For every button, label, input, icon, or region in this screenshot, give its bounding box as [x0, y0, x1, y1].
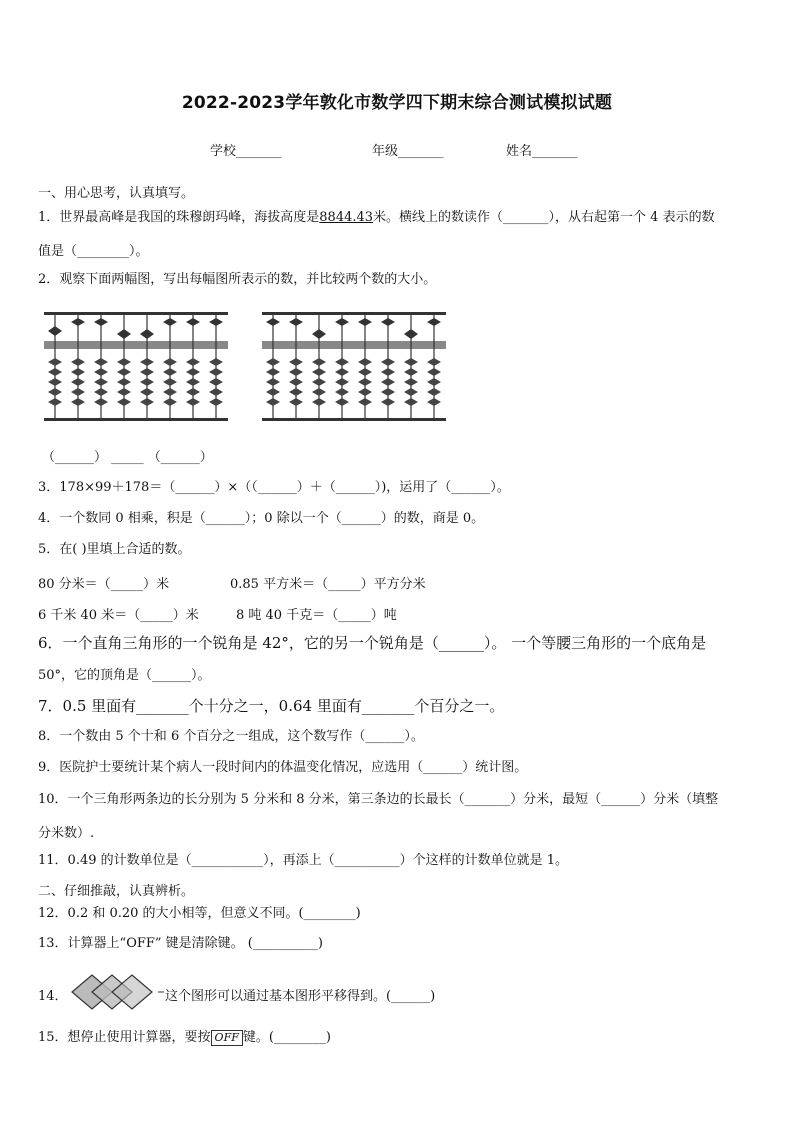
section-heading-2: 二、仔细推敲，认真辨析。 [38, 884, 195, 899]
question-15-text: 15．想停止使用计算器，要按 [38, 1030, 211, 1045]
question-12: 12．0.2 和 0.20 的大小相等，但意义不同。(________) [38, 906, 361, 921]
question-1-text: 1．世界最高峰是我国的珠穆朗玛峰，海拔高度是 [38, 210, 320, 225]
question-2-answers[interactable]: （______） _____ （______） [42, 450, 213, 465]
question-5-item-1: 80 分米＝（_____）米 [38, 577, 170, 592]
question-7: 7．0.5 里面有_______个十分之一，0.64 里面有_______个百分之一。 [38, 697, 505, 715]
height-number: 8844.43 [319, 210, 374, 225]
name-field[interactable]: 姓名_______ [506, 144, 578, 159]
rhombus-pattern-figure [70, 973, 166, 1011]
question-14-number: 14． [38, 989, 68, 1004]
question-5-item-4: 8 吨 40 千克＝（_____）吨 [236, 608, 397, 623]
question-1 [38, 210, 764, 226]
question-6: 6．一个直角三角形的一个锐角是 42°，它的另一个锐角是（______）。 一个等腰三角形的一个底角是 [38, 634, 707, 652]
page-title: 2022-2023学年敦化市数学四下期末综合测试模拟试题 [181, 93, 613, 113]
off-key: OFF [211, 1030, 243, 1046]
question-5: 5．在( )里填上合适的数。 [38, 542, 191, 557]
question-5-item-3: 6 千米 40 米＝（_____）米 [38, 608, 199, 623]
question-5-item-2: 0.85 平方米＝（_____）平方分米 [230, 577, 426, 592]
question-3: 3．178×99＋178＝（______）×（（______）＋（______）)，运用了（______）。 [38, 480, 510, 495]
section-heading-1: 一、用心思考，认真填写。 [38, 186, 195, 201]
abacus-figure-right [260, 306, 450, 424]
grade-field[interactable]: 年级_______ [372, 144, 444, 159]
question-11: 11．0.49 的计数单位是（___________），再添上（__________）个这样的计数单位就是 1。 [38, 853, 569, 868]
question-10-continued: 分米数）. [38, 826, 95, 841]
abacus-figure-left [42, 306, 232, 424]
question-13: 13．计算器上“OFF” 键是清除键。 (__________) [38, 936, 323, 951]
question-4: 4．一个数同 0 相乘，积是（______）；0 除以一个（______）的数，商是 0。 [38, 511, 485, 526]
question-14: 这个图形可以通过基本图形平移得到。(______) [165, 989, 436, 1004]
question-6-continued: 50°，它的顶角是（______）。 [38, 668, 211, 683]
question-15 [38, 1030, 764, 1046]
school-field[interactable]: 学校_______ [210, 144, 282, 159]
question-1-text-b: 米。横线上的数读作（_______），从右起第一个 4 表示的数 [373, 210, 715, 225]
question-10: 10．一个三角形两条边的长分别为 5 分米和 8 分米，第三条边的长最长（_______）分米，最短（______）分米（填整 [38, 792, 719, 807]
question-8: 8．一个数由 5 个十和 6 个百分之一组成，这个数写作（______）。 [38, 729, 424, 744]
question-15-text-b: 键。(________) [242, 1030, 331, 1045]
question-9: 9．医院护士要统计某个病人一段时间内的体温变化情况，应选用（______）统计图。 [38, 760, 528, 775]
question-2: 2．观察下面两幅图，写出每幅图所表示的数，并比较两个数的大小。 [38, 272, 437, 287]
question-1-continued: 值是（________）。 [38, 244, 149, 259]
